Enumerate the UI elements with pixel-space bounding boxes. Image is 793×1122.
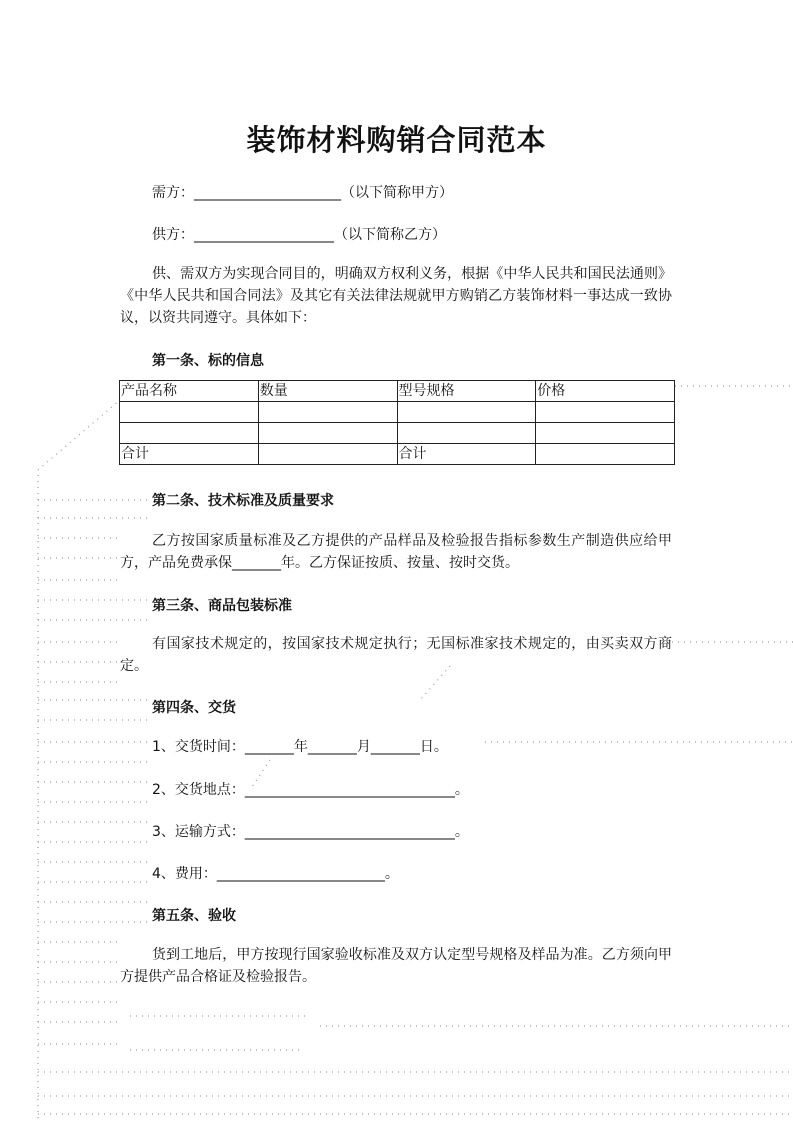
- article1-heading: 第一条、标的信息: [152, 353, 264, 369]
- seller-line: [152, 225, 446, 245]
- product-table: [119, 380, 675, 465]
- table-row: [120, 423, 675, 444]
- table-header-cell: 产品名称: [120, 381, 259, 402]
- table-cell: [397, 402, 536, 423]
- delivery-time-item: 1、交货时间：_______年_______月_______日。: [152, 739, 448, 755]
- table-cell: [120, 402, 259, 423]
- table-cell: [397, 423, 536, 444]
- article2-text: 乙方按国家质量标准及乙方提供的产品样品及检验报告指标参数生产制造供应给甲方，产品免费承保_______年。乙方保证按质、按量、按时交货。: [120, 533, 672, 571]
- article3-text: 有国家技术规定的，按国家技术规定执行；无国标准家技术规定的，由买卖双方商定。: [120, 636, 672, 674]
- table-cell: [258, 444, 397, 465]
- table-cell: [258, 423, 397, 444]
- table-header-cell: 数量: [258, 381, 397, 402]
- buyer-note: （以下简称甲方）: [341, 185, 453, 201]
- buyer-label: 需方：: [152, 185, 194, 201]
- table-cell: [536, 423, 675, 444]
- table-header-cell: 型号规格: [397, 381, 536, 402]
- table-header-cell: 价格: [536, 381, 675, 402]
- article3-heading: 第三条、商品包装标准: [152, 598, 292, 614]
- article2-heading: 第二条、技术标准及质量要求: [152, 493, 334, 509]
- fees-item: 4、费用：________________________。: [152, 866, 399, 882]
- table-cell: 合计: [397, 444, 536, 465]
- table-header-row: [120, 381, 675, 402]
- transport-method-item: 3、运输方式：______________________________。: [152, 824, 469, 840]
- article4-heading: 第四条、交货: [152, 700, 236, 716]
- table-cell: 合计: [120, 444, 259, 465]
- seller-blank: ____________________: [194, 227, 334, 243]
- article5-heading: 第五条、验收: [152, 908, 236, 924]
- document-title: 装饰材料购销合同范本: [246, 123, 547, 157]
- table-total-row: [120, 444, 675, 465]
- table-row: [120, 402, 675, 423]
- table-cell: [258, 402, 397, 423]
- table-cell: [120, 423, 259, 444]
- seller-note: （以下简称乙方）: [334, 227, 446, 243]
- table-cell: [536, 402, 675, 423]
- delivery-place-item: 2、交货地点：______________________________。: [152, 782, 469, 798]
- article5-text: 货到工地后，甲方按现行国家验收标准及双方认定型号规格及样品为准。乙方须向甲方提供产品合格证及检验报告。: [120, 947, 672, 985]
- intro-paragraph: 供、需双方为实现合同目的，明确双方权利义务，根据《中华人民共和国民法通则》《中华人民共和国合同法》及其它有关法律法规就甲方购销乙方装饰材料一事达成一致协议，以资共同遵守。具体如下：: [120, 266, 672, 326]
- seller-label: 供方：: [152, 227, 194, 243]
- buyer-blank: _____________________: [194, 185, 341, 201]
- buyer-line: [152, 183, 453, 203]
- table-cell: [536, 444, 675, 465]
